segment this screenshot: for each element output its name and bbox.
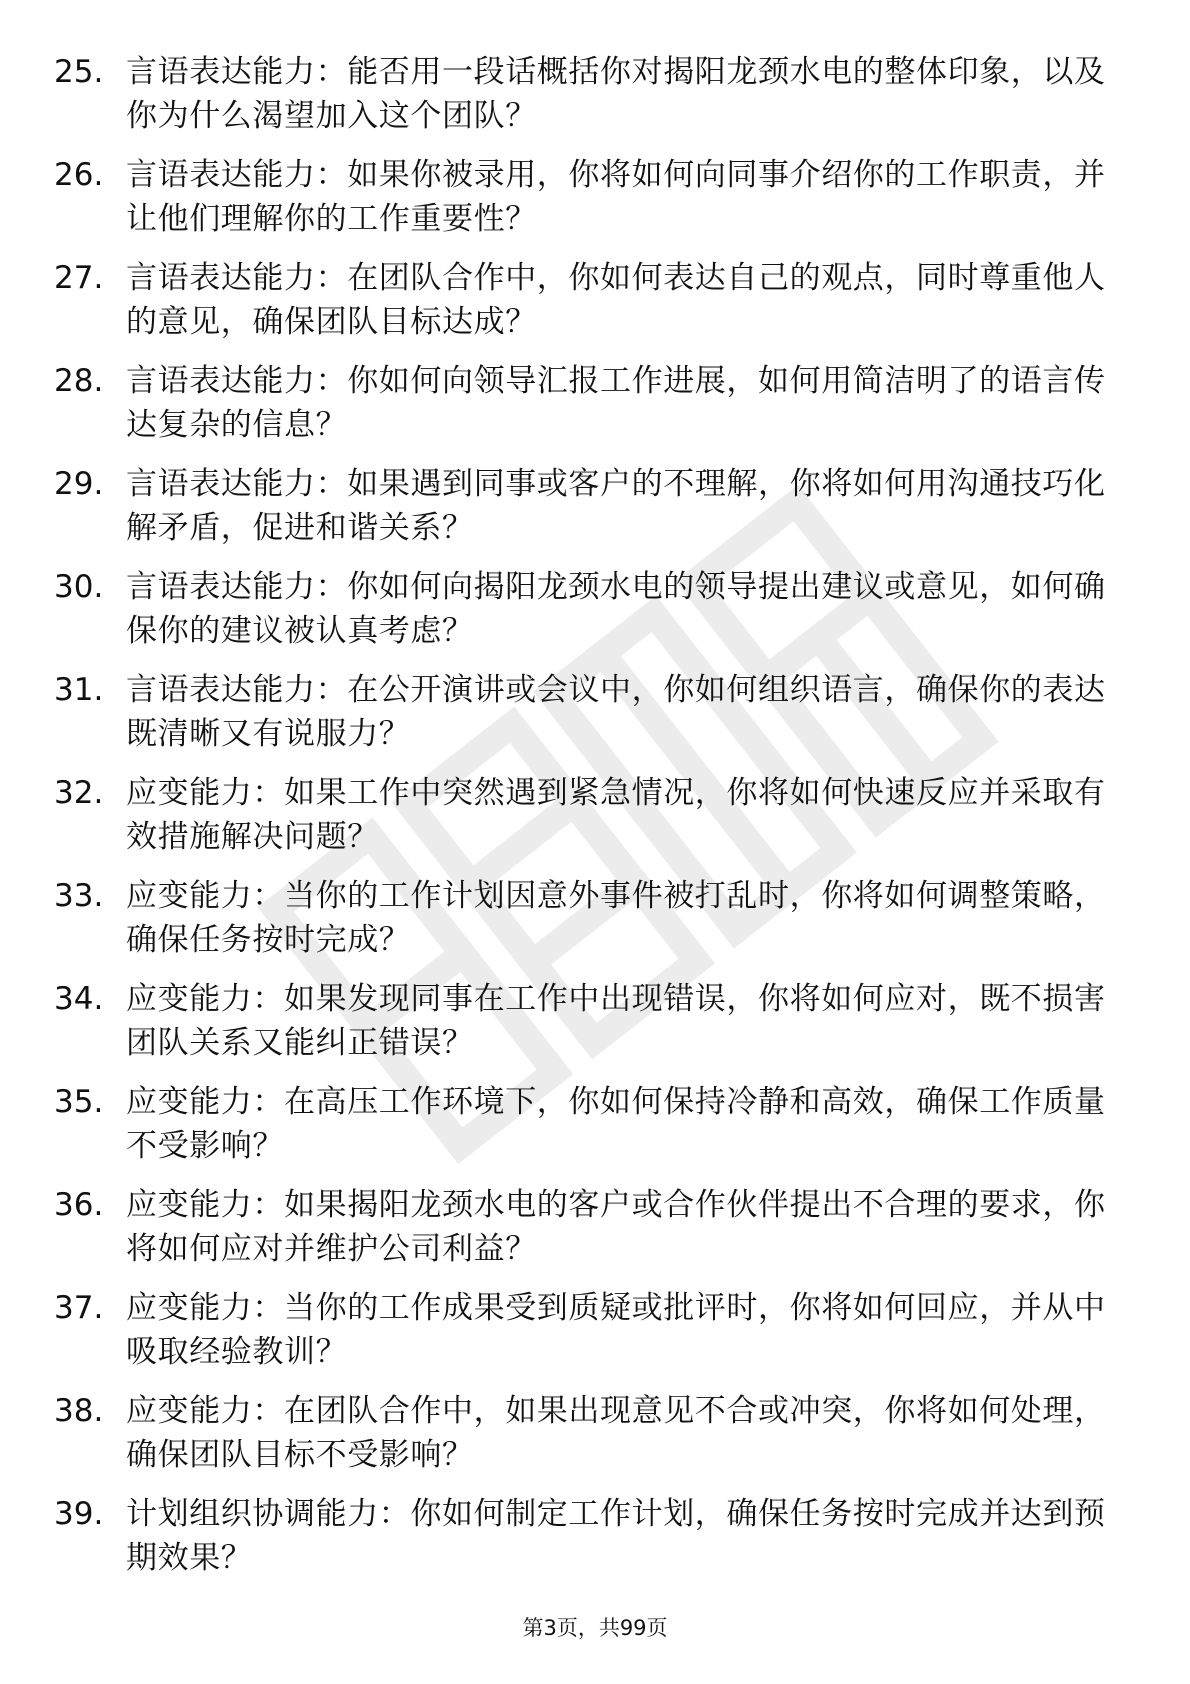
- question-item: [54, 256, 1134, 344]
- question-number: 27.: [54, 260, 104, 296]
- question-number: 26.: [54, 157, 104, 193]
- question-item: [54, 50, 1134, 138]
- question-number: 29.: [54, 466, 104, 502]
- question-item: [54, 1492, 1134, 1580]
- question-text: 言语表达能力：你如何向揭阳龙颈水电的领导提出建议或意见，如何确保你的建议被认真考虑？: [126, 569, 1106, 649]
- question-list: [54, 50, 1134, 1595]
- question-text: 言语表达能力：如果你被录用，你将如何向同事介绍你的工作职责，并让他们理解你的工作重要性？: [126, 157, 1106, 237]
- question-number: 34.: [54, 981, 104, 1017]
- question-item: [54, 874, 1134, 962]
- question-number: 38.: [54, 1393, 104, 1429]
- question-text: 应变能力：在团队合作中，如果出现意见不合或冲突，你将如何处理，确保团队目标不受影响？: [126, 1393, 1106, 1473]
- question-number: 37.: [54, 1290, 104, 1326]
- question-number: 30.: [54, 569, 104, 605]
- question-text: 言语表达能力：在公开演讲或会议中，你如何组织语言，确保你的表达既清晰又有说服力？: [126, 672, 1106, 752]
- question-item: [54, 1080, 1134, 1168]
- question-item: [54, 668, 1134, 756]
- question-text: 应变能力：当你的工作计划因意外事件被打乱时，你将如何调整策略，确保任务按时完成？: [126, 878, 1106, 958]
- question-text: 言语表达能力：如果遇到同事或客户的不理解，你将如何用沟通技巧化解矛盾，促进和谐关系？: [126, 466, 1106, 546]
- question-item: [54, 565, 1134, 653]
- question-text: 应变能力：如果揭阳龙颈水电的客户或合作伙伴提出不合理的要求，你将如何应对并维护公司利益？: [126, 1187, 1106, 1267]
- question-number: 32.: [54, 775, 104, 811]
- question-item: [54, 977, 1134, 1065]
- question-number: 36.: [54, 1187, 104, 1223]
- question-text: 言语表达能力：你如何向领导汇报工作进展，如何用简洁明了的语言传达复杂的信息？: [126, 363, 1106, 443]
- question-number: 28.: [54, 363, 104, 399]
- question-text: 应变能力：在高压工作环境下，你如何保持冷静和高效，确保工作质量不受影响？: [126, 1084, 1106, 1164]
- question-item: [54, 462, 1134, 550]
- page-number: 第3页，共99页: [522, 1616, 668, 1640]
- page-footer: [0, 1612, 1190, 1642]
- question-text: 应变能力：如果发现同事在工作中出现错误，你将如何应对，既不损害团队关系又能纠正错误？: [126, 981, 1106, 1061]
- question-item: [54, 1183, 1134, 1271]
- question-item: [54, 1286, 1134, 1374]
- question-text: 应变能力：如果工作中突然遇到紧急情况，你将如何快速反应并采取有效措施解决问题？: [126, 775, 1106, 855]
- question-item: [54, 359, 1134, 447]
- question-item: [54, 1389, 1134, 1477]
- question-item: [54, 771, 1134, 859]
- question-number: 39.: [54, 1496, 104, 1532]
- question-number: 31.: [54, 672, 104, 708]
- question-item: [54, 153, 1134, 241]
- question-text: 言语表达能力：能否用一段话概括你对揭阳龙颈水电的整体印象，以及你为什么渴望加入这个团队？: [126, 54, 1106, 134]
- question-number: 35.: [54, 1084, 104, 1120]
- question-text: 言语表达能力：在团队合作中，你如何表达自己的观点，同时尊重他人的意见，确保团队目标达成？: [126, 260, 1106, 340]
- question-text: 计划组织协调能力：你如何制定工作计划，确保任务按时完成并达到预期效果？: [126, 1496, 1106, 1576]
- question-text: 应变能力：当你的工作成果受到质疑或批评时，你将如何回应，并从中吸取经验教训？: [126, 1290, 1106, 1370]
- question-number: 33.: [54, 878, 104, 914]
- question-number: 25.: [54, 54, 104, 90]
